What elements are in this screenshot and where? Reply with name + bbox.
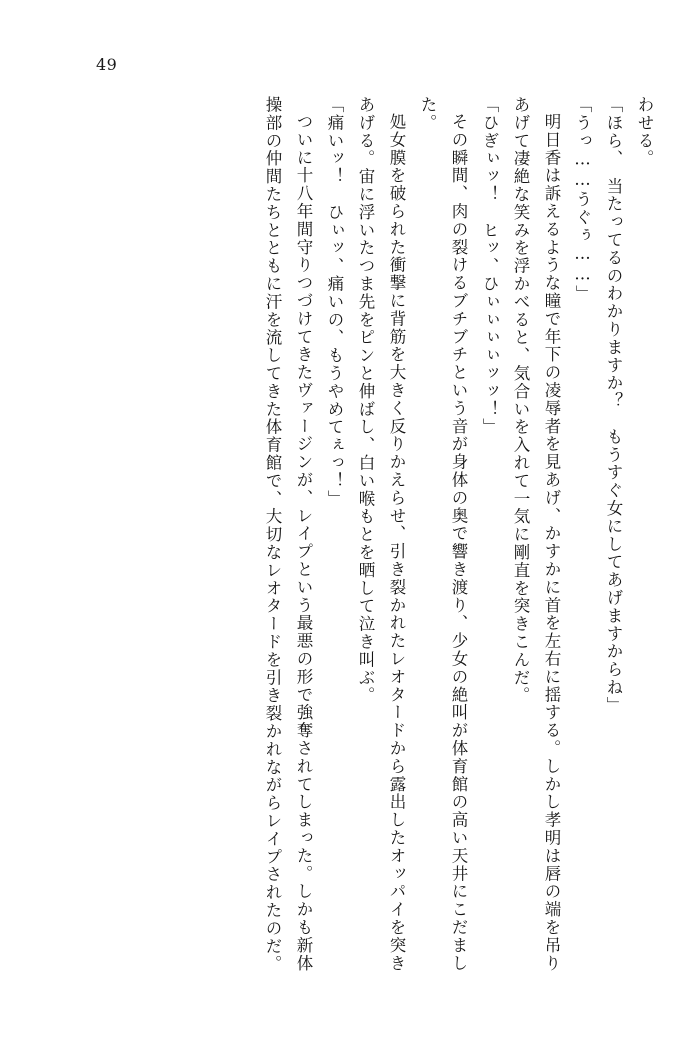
paragraph: 「うっ……うぐぅ……」 — [573, 96, 592, 303]
paragraph: 処女膜を破られた衝撃に背筋を大きく反りかえらせ、引き裂かれたレオタードから露出したオッパイを突きあげる。宙に浮いたつま先をピンと伸ばし、白い喉もとを晒して泣き叫ぶ。 — [356, 96, 406, 973]
paragraph: 「ひぎぃッ！ ヒッ、ひぃぃぃぃッッ！」 — [480, 96, 499, 437]
paragraph: 明日香は訴えるような瞳で年下の凌辱者を見あげ、かすかに首を左右に揺する。しかし孝明は唇の端を吊りあげて凄絶な笑みを浮かべると、気合いを入れて一気に剛直を突きこんだ。 — [511, 96, 561, 973]
page-number: 49 — [96, 55, 118, 74]
paragraph: 「ほら、 当たってるのわかりますか？ もうすぐ女にしてあげますからね」 — [604, 96, 623, 715]
paragraph: わせる。 — [635, 96, 654, 168]
page-text-body — [60, 96, 660, 976]
paragraph: ついに十八年間守りつづけてきたヴァージンが、レイプという最悪の形で強奪されてしまった。しかも新体操部の仲間たちとともに汗を流してきた体育館で、大切なレオタードを引き裂かれながらレイプされたのだ。 — [263, 96, 313, 974]
paragraph: その瞬間、肉の裂けるブチブチという音が身体の奥で響き渡り、少女の絶叫が体育館の高い天井にこだました。 — [418, 96, 468, 973]
paragraph: 「痛いッ！ ひぃッ、痛いの、もうやめてぇっ！」 — [325, 96, 344, 508]
